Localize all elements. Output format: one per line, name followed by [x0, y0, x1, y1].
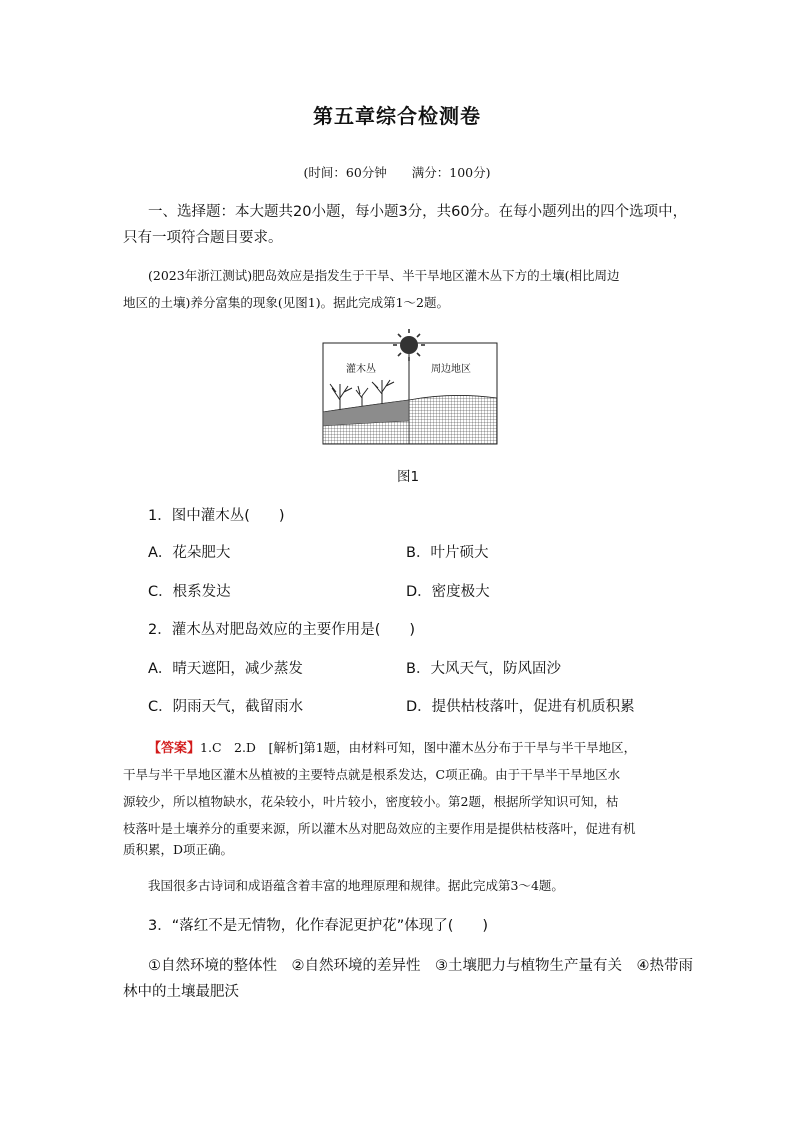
q2-stem: 2．灌木丛对肥岛效应的主要作用是( ) [148, 622, 416, 638]
figure-caption: 图1 [397, 469, 420, 485]
figure-label-surrounding: 周边地区 [431, 364, 471, 375]
answer-tag: 【答案】 [148, 741, 201, 756]
answer-line2: 干旱与半干旱地区灌木丛植被的主要特点就是根系发达，C项正确。由于干旱半干旱地区水 [123, 767, 621, 782]
answer-text-line1: 1.C 2.D [解析]第1题，由材料可知，图中灌木丛分布于干旱与半干旱地区， [200, 740, 637, 755]
q3-options-line1: ①自然环境的整体性 ②自然环境的差异性 ③土壤肥力与植物生产量有关 ④热带雨 [148, 958, 693, 974]
answer-line4: 枝落叶是土壤养分的重要来源，所以灌木丛对肥岛效应的主要作用是提供枯枝落叶，促进有机 [123, 821, 636, 836]
exam-info: (时间：60分钟 满分：100分) [303, 165, 491, 180]
answer-line3: 源较少，所以植物缺水，花朵较小，叶片较小，密度较小。第2题，根据所学知识可知，枯 [123, 794, 619, 809]
q2-option-d: D．提供枯枝落叶，促进有机质积累 [406, 699, 635, 715]
answer-line1 [148, 734, 636, 762]
q1-option-b: B．叶片硕大 [406, 545, 489, 561]
q1-option-a: A．花朵肥大 [148, 545, 231, 561]
material-intro-line2: 地区的土壤)养分富集的现象(见图1)。据此完成第1～2题。 [123, 295, 449, 310]
q1-option-d: D．密度极大 [406, 584, 490, 600]
q1-option-c: C．根系发达 [148, 584, 231, 600]
q3-stem: 3．“落红不是无情物，化作春泥更护花”体现了( ) [148, 918, 489, 934]
q3-options-line2: 林中的土壤最肥沃 [123, 984, 239, 1000]
q2-option-a: A．晴天遮阳，减少蒸发 [148, 661, 303, 677]
q2-option-c: C．阴雨天气，截留雨水 [148, 699, 304, 715]
answer-line5: 质积累，D项正确。 [123, 842, 234, 857]
section-instruction-line2: 只有一项符合题目要求。 [123, 230, 283, 246]
material-intro-line1: (2023年浙江测试)肥岛效应是指发生于干旱、半干旱地区灌木丛下方的土壤(相比周边 [148, 268, 620, 283]
q1-stem: 1．图中灌木丛( ) [148, 508, 285, 524]
page-title: 第五章综合检测卷 [313, 104, 481, 128]
material-intro-2: 我国很多古诗词和成语蕴含着丰富的地理原理和规律。据此完成第3～4题。 [148, 878, 564, 893]
figure-label-shrub: 灌木丛 [346, 364, 376, 375]
q2-option-b: B．大风天气，防风固沙 [406, 661, 561, 677]
section-instruction-line1: 一、选择题：本大题共20小题，每小题3分，共60分。在每小题列出的四个选项中， [148, 204, 688, 220]
figure-1-diagram [322, 326, 498, 446]
